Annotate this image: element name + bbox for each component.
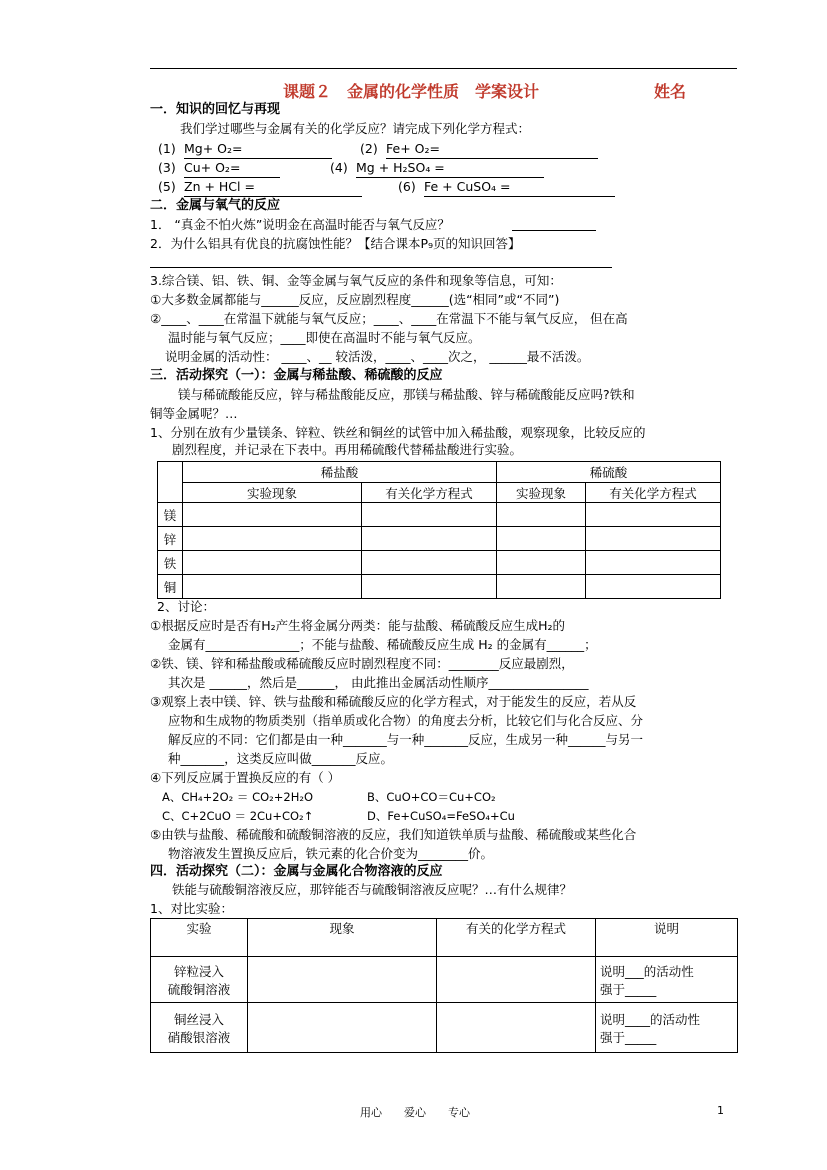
- discussion-4: ④下列反应属于置换反应的有（ ）: [150, 770, 341, 785]
- discussion-3: ③观察上表中镁、锌、铁与盐酸和稀硫酸反应的化学方程式，对于能发生的反应，若从反: [150, 694, 637, 709]
- answer-cell[interactable]: [183, 575, 362, 599]
- equation-1: Mg+ O₂=: [184, 140, 332, 159]
- page-title: 课题２ 金属的化学性质 学案设计: [283, 82, 540, 101]
- s2-question-1: 1． “真金不怕火炼”说明金在高温时能否与氧气反应？: [150, 217, 450, 232]
- s3-question-1-cont: 剧烈程度，并记录在下表中。再用稀硫酸代替稀盐酸进行实验。: [172, 442, 523, 457]
- answer-cell[interactable]: [497, 551, 586, 575]
- row-label-zn: 锌: [158, 527, 183, 551]
- discussion-2-cont: 其次是 ______，然后是______， 由此推出金属活动性顺序________________: [168, 675, 589, 690]
- s2-point-1: ①大多数金属都能与______反应，反应剧烈程度______(选“相同”或“不同”): [150, 292, 560, 307]
- answer-cell[interactable]: [362, 551, 497, 575]
- experiment-2-line1: 铜丝浸入: [173, 1011, 224, 1027]
- explanation-2: [596, 1003, 738, 1053]
- section1-intro: 我们学过哪些与金属有关的化学反应？请完成下列化学方程式：: [180, 121, 531, 136]
- header-h2so4: 稀硫酸: [497, 462, 721, 483]
- option-b: B、CuO+CO＝Cu+CO₂: [367, 790, 496, 804]
- discussion-2: ②铁、镁、锌和稀盐酸或稀硫酸反应时剧烈程度不同：________反应最剧烈，: [150, 656, 574, 671]
- experiment-2: [151, 1003, 248, 1053]
- header-hcl: 稀盐酸: [183, 462, 497, 483]
- discussion-5-cont: 物溶液发生置换反应后，铁元素的化合价变为________价。: [168, 846, 494, 861]
- answer-cell[interactable]: [183, 503, 362, 527]
- option-a: A、CH₄+2O₂ ＝ CO₂+2H₂O: [162, 790, 314, 804]
- acid-reaction-table: [157, 461, 721, 599]
- equation-5: Zn + HCl =: [184, 178, 362, 197]
- explanation-1-line1: 说明___的活动性: [600, 963, 694, 979]
- eq5-number: (5): [158, 179, 176, 194]
- answer-cell[interactable]: [586, 575, 721, 599]
- name-label: 姓名: [654, 82, 687, 101]
- discussion-5: ⑤由铁与盐酸、稀硫酸和硫酸铜溶液的反应，我们知道铁单质与盐酸、稀硫酸或某些化合: [150, 827, 637, 842]
- answer-cell[interactable]: [437, 957, 596, 1003]
- answer-cell[interactable]: [586, 527, 721, 551]
- equation-6: Fe + CuSO₄ =: [424, 178, 615, 197]
- row-label-mg: 镁: [158, 503, 183, 527]
- answer-cell[interactable]: [248, 957, 437, 1003]
- s2-question-3: 3.综合镁、铝、铁、铜、金等金属与氧气反应的条件和现象等信息，可知：: [150, 273, 562, 288]
- equation-2: Fe+ O₂=: [386, 140, 598, 159]
- eq4-number: (4): [330, 160, 348, 175]
- answer-cell[interactable]: [497, 575, 586, 599]
- eq2-number: (2): [360, 141, 378, 156]
- section1-heading: 一．知识的回忆与再现: [150, 102, 281, 117]
- answer-cell[interactable]: [248, 1003, 437, 1053]
- answer-cell[interactable]: [497, 527, 586, 551]
- equation-3: Cu+ O₂=: [184, 159, 280, 178]
- header-equation: 有关化学方程式: [586, 483, 721, 503]
- header-observation: 实验现象: [497, 483, 586, 503]
- s3-intro-2: 铜等金属呢？…: [150, 406, 238, 421]
- row-label-cu: 铜: [158, 575, 183, 599]
- header-rule: [150, 68, 737, 69]
- experiment-2-line2: 硝酸银溶液: [167, 1029, 231, 1045]
- explanation-1-line2: 强于_____: [600, 981, 657, 997]
- header-phenomenon: 现象: [248, 919, 437, 957]
- header-equation: 有关的化学方程式: [437, 919, 596, 957]
- answer-cell[interactable]: [362, 527, 497, 551]
- discussion-label: 2、讨论：: [157, 599, 215, 614]
- discussion-1-cont: 金属有_______________；不能与盐酸、稀硫酸反应生成 H₂ 的金属有______；: [168, 637, 597, 652]
- header-experiment: 实验: [151, 919, 248, 957]
- s2-point-2-cont: 温时能与氧气反应；____即使在高温时不能与氧气反应。: [168, 330, 481, 345]
- section3-heading: 三．活动探究（一）：金属与稀盐酸、稀硫酸的反应: [150, 368, 443, 383]
- answer-cell[interactable]: [362, 503, 497, 527]
- eq6-number: (6): [398, 179, 416, 194]
- s3-question-1: 1、分别在放有少量镁条、锌粒、铁丝和铜丝的试管中加入稀盐酸，观察现象，比较反应的: [150, 425, 646, 440]
- footer-text: 用心 爱心 专心: [360, 1106, 470, 1119]
- s3-intro-1: 镁与稀硫酸能反应，锌与稀盐酸能反应，那镁与稀盐酸、锌与稀硫酸能反应吗?铁和: [178, 387, 635, 402]
- answer-cell[interactable]: [586, 503, 721, 527]
- explanation-2-line1: 说明____的活动性: [600, 1011, 701, 1027]
- answer-line: [512, 230, 596, 231]
- discussion-1: ①根据反应时是否有H₂产生将金属分两类：能与盐酸、稀硫酸反应生成H₂的: [150, 618, 566, 633]
- answer-cell[interactable]: [183, 527, 362, 551]
- answer-cell[interactable]: [437, 1003, 596, 1053]
- answer-line: [150, 267, 612, 268]
- discussion-3-cont: 解反应的不同：它们都是由一种_______与一种_______反应，生成另一种______与另一: [168, 732, 644, 747]
- s2-point-3: 说明金属的活动性： ____、__ 较活泼，____、____次之， ______最不活泼。: [165, 349, 590, 364]
- experiment-1-line1: 锌粒浸入: [173, 963, 224, 979]
- s4-intro: 铁能与硫酸铜溶液反应，那锌能否与硫酸铜溶液反应呢？…有什么规律？: [172, 882, 573, 897]
- row-label-fe: 铁: [158, 551, 183, 575]
- header-explanation: 说明: [596, 919, 738, 957]
- experiment-1: [151, 957, 248, 1003]
- option-c: C、C+2CuO ＝ 2Cu+CO₂↑: [162, 809, 314, 823]
- option-d: D、Fe+CuSO₄=FeSO₄+Cu: [367, 809, 515, 823]
- eq3-number: (3): [158, 160, 176, 175]
- header-observation: 实验现象: [183, 483, 362, 503]
- eq1-number: (1): [158, 141, 176, 156]
- discussion-3-cont: 应物和生成物的物质类别（指单质或化合物）的角度去分析，比较它们与化合反应、分: [168, 713, 644, 728]
- header-equation: 有关化学方程式: [362, 483, 497, 503]
- explanation-2-line2: 强于_____: [600, 1029, 657, 1045]
- answer-cell[interactable]: [362, 575, 497, 599]
- experiment-1-line2: 硫酸铜溶液: [167, 981, 231, 997]
- section4-heading: 四．活动探究（二）：金属与金属化合物溶液的反应: [150, 864, 443, 879]
- section2-heading: 二．金属与氧气的反应: [150, 198, 281, 213]
- answer-cell[interactable]: [497, 503, 586, 527]
- answer-cell[interactable]: [183, 551, 362, 575]
- s2-point-2: ②____、____在常温下就能与氧气反应；____、____在常温下不能与氧气反应， 但在高: [150, 311, 628, 326]
- explanation-1: [596, 957, 738, 1003]
- s4-question-1: 1、对比实验：: [150, 901, 233, 916]
- comparison-table: [150, 918, 738, 1053]
- page-number: 1: [717, 1104, 724, 1117]
- answer-cell[interactable]: [586, 551, 721, 575]
- discussion-3-cont: 种_______，这类反应叫做_______反应。: [168, 751, 394, 766]
- s2-question-2: 2．为什么铝具有优良的抗腐蚀性能？【结合课本P₉页的知识回答】: [150, 236, 521, 251]
- equation-4: Mg + H₂SO₄ =: [356, 159, 544, 178]
